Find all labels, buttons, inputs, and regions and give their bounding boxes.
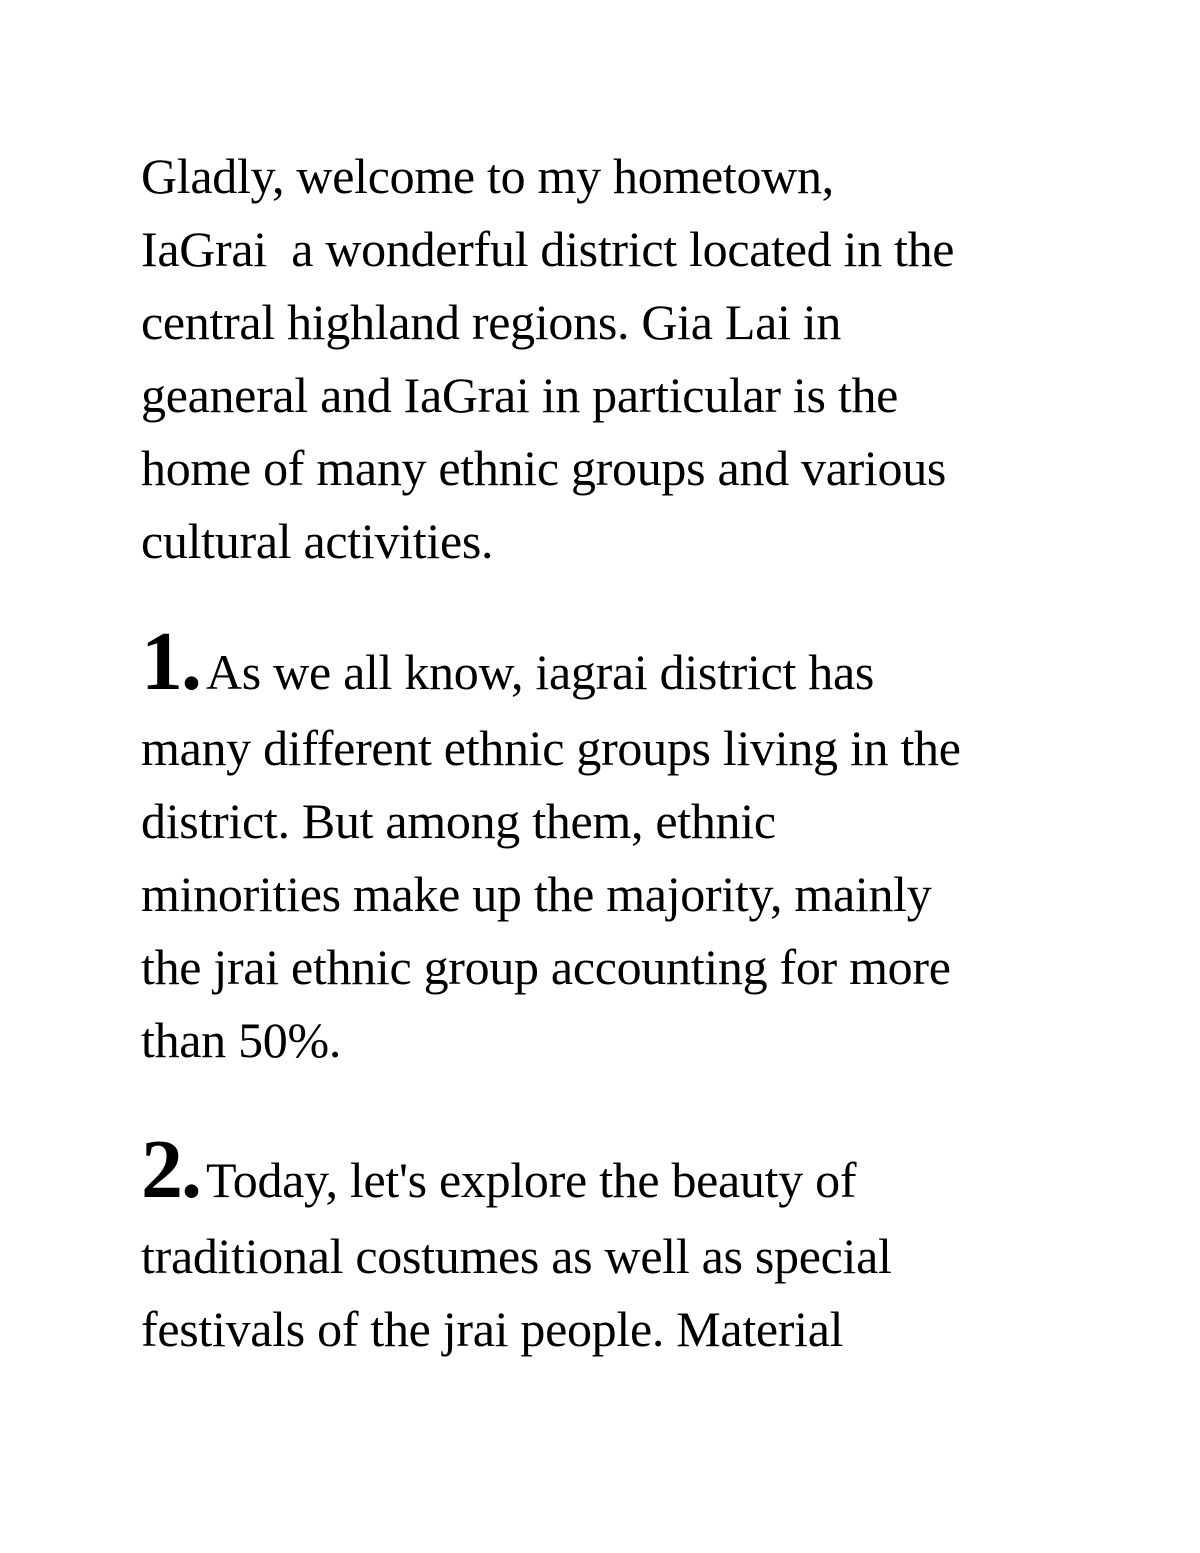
- paragraph-line: minorities make up the majority, mainly: [141, 866, 932, 922]
- intro-line: cultural activities.: [141, 513, 494, 569]
- paragraph-line: district. But among them, ethnic: [141, 793, 776, 849]
- paragraph-line: festivals of the jrai people. Material: [141, 1301, 844, 1357]
- intro-line: Gladly, welcome to my hometown,: [141, 148, 834, 204]
- paragraph-first-line-text: Today, let's explore the beauty of: [206, 1152, 857, 1208]
- paragraph-first-line: [141, 1120, 1081, 1220]
- paragraph-line: traditional costumes as well as special: [141, 1228, 892, 1284]
- intro-line: central highland regions. Gia Lai in: [141, 294, 842, 350]
- paragraph-line: the jrai ethnic group accounting for more: [141, 939, 951, 995]
- intro-line: geaneral and IaGrai in particular is the: [141, 367, 899, 423]
- paragraph-line: many different ethnic groups living in the: [141, 720, 961, 776]
- intro-line: IaGrai a wonderful district located in the: [141, 221, 955, 277]
- intro-line: home of many ethnic groups and various: [141, 440, 947, 496]
- paragraph-first-line: [141, 612, 1081, 712]
- paragraph-first-line-text: As we all know, iagrai district has: [206, 644, 875, 700]
- numbered-paragraph-1: [141, 612, 1081, 1077]
- numbered-paragraph-2: [141, 1120, 1081, 1366]
- paragraph-line: than 50%.: [141, 1012, 342, 1068]
- intro-paragraph: [141, 140, 1081, 578]
- paragraph-number: 2.: [141, 1123, 200, 1216]
- paragraph-number: 1.: [141, 615, 200, 708]
